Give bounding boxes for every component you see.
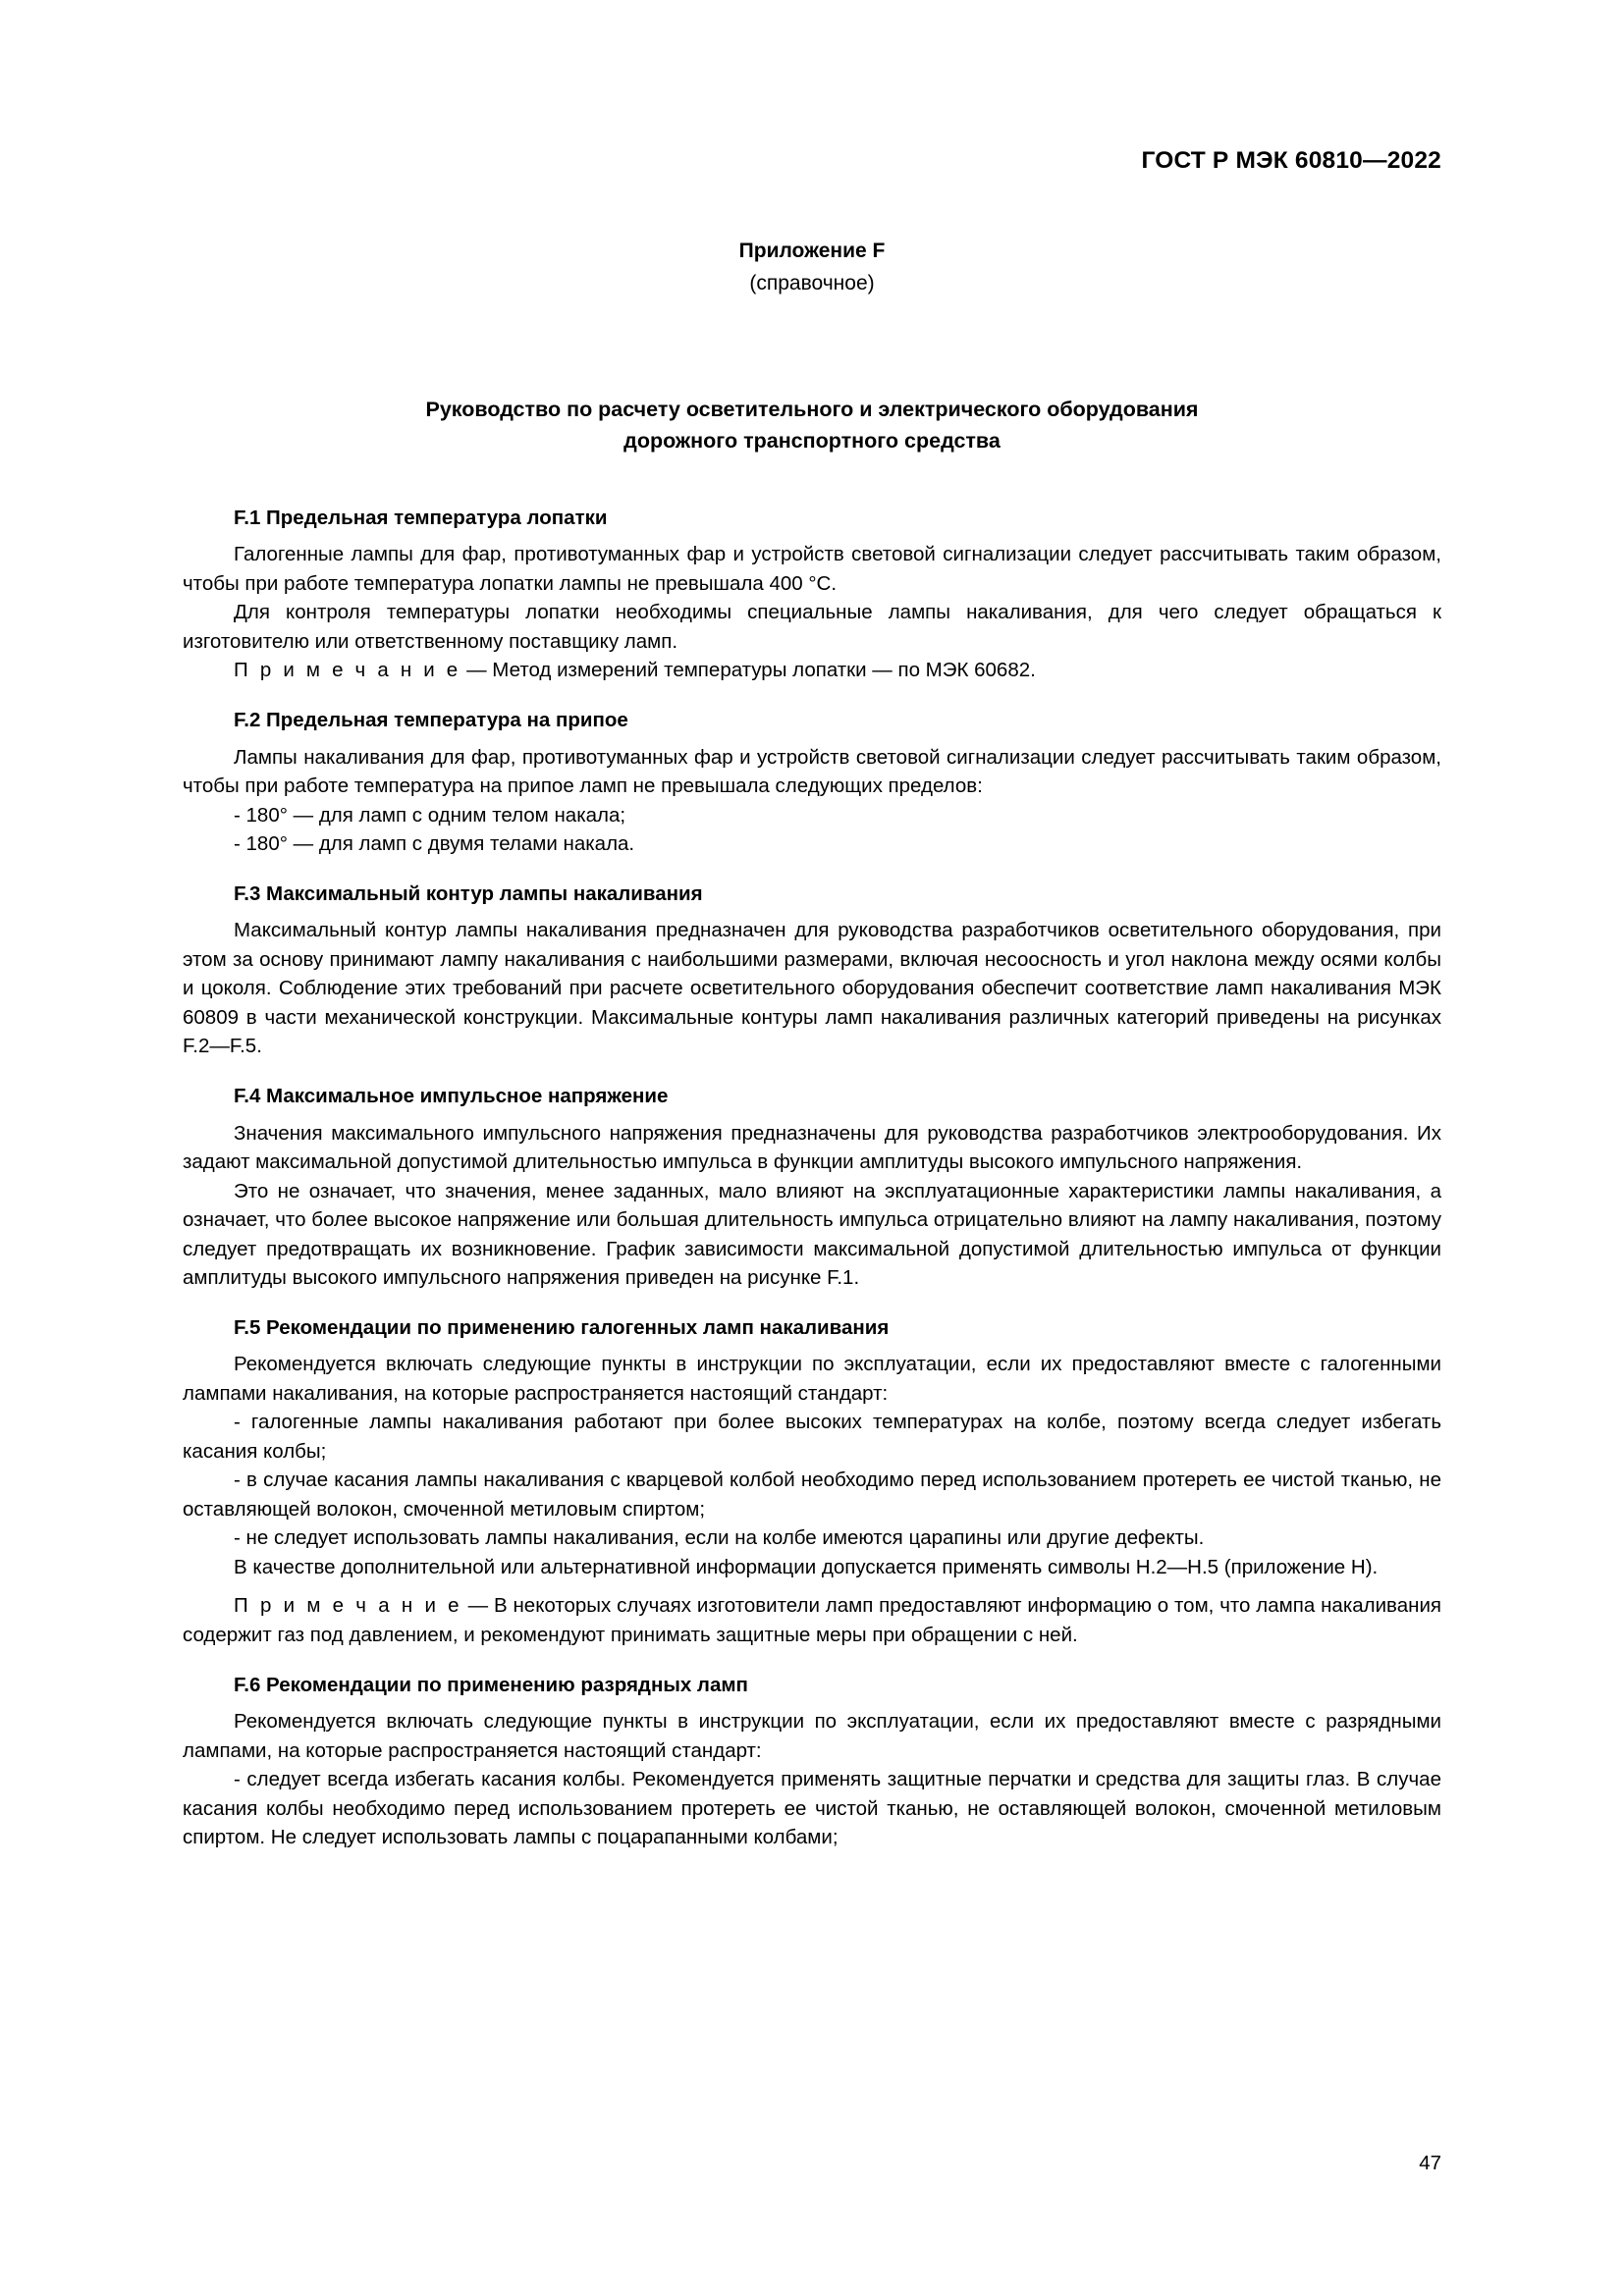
page-title-line1: Руководство по расчету осветительного и электрического оборудования [425,398,1199,422]
note-label-f5: П р и м е ч а н и е [234,1594,462,1618]
section-f3-paragraph-1: Максимальный контур лампы накаливания предназначен для руководства разработчиков осветительного оборудования, при этом за основу принимают лампу накаливания с наибольшими размерами, включая несоосность и угол наклона между осями колбы и цоколя. Соблюдение этих требований при расчете осветительного оборудования обеспечит соответствие ламп накаливания МЭК 60809 в части механической конструкции. Максимальные контуры ламп накаливания различных категорий приведены на рисунках F.2—F.5. [183,919,1441,1058]
section-f2-item-2: - 180° — для ламп с двумя телами накала. [234,832,635,856]
section-f5-item-3: - не следует использовать лампы накаливания, если на колбе имеются царапины или другие дефекты. [234,1526,1205,1550]
section-f5-paragraph-2: В качестве дополнительной или альтернативной информации допускается применять символы Н.2—Н.5 (приложение Н). [234,1555,1379,1578]
page-number: 47 [1419,2152,1441,2174]
annex-heading [183,236,1441,299]
section-f1-paragraph-1: Галогенные лампы для фар, противотуманных фар и устройств световой сигнализации следует рассчитывать таким образом, чтобы при работе температура лопатки лампы не превышала 400 °С. [183,543,1441,595]
section-heading-f4: F.4 Максимальное импульсное напряжение [234,1084,669,1107]
section-f1-note [183,656,1441,685]
section-heading-f3: F.3 Максимальный контур лампы накаливания [234,881,703,905]
annex-kind: (справочное) [749,271,875,294]
section-f6-item-1: - следует всегда избегать касания колбы. Рекомендуется применять защитные перчатки и средства для защиты глаз. В случае касания колбы необходимо перед использованием протереть ее чистой тканью, не оставляющей волокон, смоченной метиловым спиртом. Не следует использовать лампы с поцарапанными колбами; [183,1768,1441,1849]
section-f2-paragraph-1: Лампы накаливания для фар, противотуманных фар и устройств световой сигнализации следует рассчитывать таким образом, чтобы при работе температура на припое ламп не превышала следующих пределов: [183,745,1441,798]
note-text-f5: — В некоторых случаях изготовители ламп предоставляют информацию о том, что лампа накаливания содержит газ под давлением, и рекомендуют принимать защитные меры при обращении с ней. [183,1594,1441,1646]
section-f5-note [183,1591,1441,1649]
page-content [183,147,1441,1852]
note-label-f1: П р и м е ч а н и е [234,659,461,682]
section-heading-f6: F.6 Рекомендации по применению разрядных ламп [234,1673,748,1696]
page-title [183,394,1441,457]
standard-header: ГОСТ Р МЭК 60810—2022 [1141,147,1441,174]
section-f1-paragraph-2: Для контроля температуры лопатки необходимы специальные лампы накаливания, для чего следует обращаться к изготовителю или ответственному поставщику ламп. [183,601,1441,653]
section-f6-paragraph-1: Рекомендуется включать следующие пункты в инструкции по эксплуатации, если их предоставляют вместе с разрядными лампами, на которые распространяется настоящий стандарт: [183,1710,1441,1762]
section-f4-paragraph-2: Это не означает, что значения, менее заданных, мало влияют на эксплуатационные характеристики лампы накаливания, а означает, что более высокое напряжение или большая длительность импульса отрицательно влияют на лампу накаливания, поэтому следует предотвращать их возникновение. График зависимости максимальной допустимой длительностью импульса от функции амплитуды высокого импульсного напряжения приведен на рисунке F.1. [183,1179,1441,1290]
note-text-f1: — Метод измерений температуры лопатки — по МЭК 60682. [460,659,1036,682]
section-f4-paragraph-1: Значения максимального импульсного напряжения предназначены для руководства разработчиков электрооборудования. Их задают максимальной допустимой длительностью импульса в функции амплитуды высокого импульсного напряжения. [183,1121,1441,1174]
page-title-line2: дорожного транспортного средства [623,429,1001,454]
annex-title: Приложение F [738,240,886,262]
section-heading-f1: F.1 Предельная температура лопатки [234,506,608,529]
section-f5-paragraph-1: Рекомендуется включать следующие пункты в инструкции по эксплуатации, если их предоставляют вместе с галогенными лампами накаливания, на которые распространяется настоящий стандарт: [183,1353,1441,1405]
section-heading-f2: F.2 Предельная температура на припое [234,708,628,731]
section-heading-f5: F.5 Рекомендации по применению галогенных ламп накаливания [234,1315,890,1339]
section-f5-item-1: - галогенные лампы накаливания работают при более высоких температурах на колбе, поэтому всегда следует избегать касания колбы; [183,1411,1441,1463]
section-f2-item-1: - 180° — для ламп с одним телом накала; [234,803,626,827]
section-f5-item-2: - в случае касания лампы накаливания с кварцевой колбой необходимо перед использованием протереть ее чистой тканью, не оставляющей волокон, смоченной метиловым спиртом; [183,1468,1441,1521]
